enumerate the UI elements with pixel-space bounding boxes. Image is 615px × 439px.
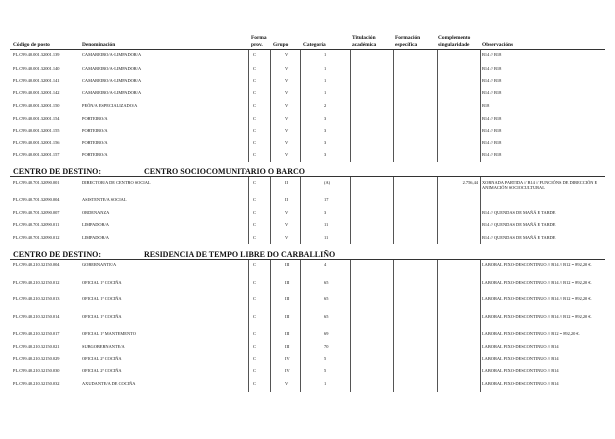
singularity-complement: 2.756,44 <box>462 180 478 185</box>
column-divider <box>270 260 271 392</box>
denomination: DIRECTOR/A DE CENTRO SOCIAL <box>82 180 151 185</box>
category: 17 <box>324 197 329 202</box>
denomination: ORDENANZA <box>82 210 110 215</box>
denomination: OFICIAL 2ª COCIÑA <box>82 368 122 373</box>
group: III <box>285 314 290 319</box>
category: 3 <box>324 210 327 215</box>
column-divider <box>300 50 301 162</box>
denomination: PORTEIRO/A <box>82 128 108 133</box>
col-academica: académica <box>352 42 377 48</box>
position-code: PL.C99.40.001.32001.157 <box>13 152 60 157</box>
provision-form: C <box>253 262 256 267</box>
denomination: CAMAREIRO/A-LIMPADOR/A <box>82 78 142 83</box>
provision-form: C <box>253 210 256 215</box>
denomination: AXUDANTE/A DE COCIÑA <box>82 381 136 386</box>
position-code: PL.C99.40.210.32150.004 <box>13 262 60 267</box>
observations: B14 // B18 <box>482 90 502 95</box>
column-divider <box>437 260 438 392</box>
column-divider <box>480 260 481 392</box>
col-singularidade: singularidade <box>438 42 470 48</box>
column-divider <box>393 50 394 162</box>
group: III <box>285 280 290 285</box>
position-code: PL.C99.40.001.32001.150 <box>13 103 60 108</box>
provision-form: C <box>253 180 256 185</box>
observations: B14 // B18 <box>482 116 502 121</box>
group: V <box>285 381 289 386</box>
denomination: OFICIAL 2ª COCIÑA <box>82 356 122 361</box>
observations: LABORAL FIXO-DESCONTINUO // B14 // B12 = 892,20 €. <box>482 262 592 267</box>
col-grupo: Grupo <box>273 42 289 48</box>
group: V <box>285 116 289 121</box>
category: 3 <box>324 140 327 145</box>
observations: B18 <box>482 103 490 108</box>
position-code: PL.C99.40.701.32090.004 <box>13 197 60 202</box>
denomination: SUBGOBERNANTE/A <box>82 344 125 349</box>
position-code: PL.C99.40.701.32090.012 <box>13 235 60 240</box>
category: 4 <box>324 262 327 267</box>
provision-form: C <box>253 356 256 361</box>
group: V <box>285 78 289 83</box>
provision-form: C <box>253 128 256 133</box>
column-divider <box>270 50 271 162</box>
group: V <box>285 210 289 215</box>
group: II <box>285 180 288 185</box>
col-codigo: Código de posto <box>13 42 50 48</box>
provision-form: C <box>253 381 256 386</box>
col-denominacion: Denominación <box>82 42 116 48</box>
denomination: GOBERNANTE/A <box>82 262 117 267</box>
position-code: PL.C99.40.210.32150.030 <box>13 368 60 373</box>
group: III <box>285 262 290 267</box>
group: III <box>285 331 290 336</box>
col-complemento: Complemento <box>438 35 471 41</box>
header-rule <box>10 49 605 50</box>
provision-form: C <box>253 197 256 202</box>
section-name: CENTRO SOCIOCOMUNITARIO O BARCO <box>144 167 305 176</box>
col-categoria: Categoría <box>303 42 326 48</box>
category: 1 <box>324 52 327 57</box>
observations: LABORAL FIXO-DESCONTINUO // B14 <box>482 356 559 361</box>
column-divider <box>248 260 249 392</box>
category: 1 <box>324 381 327 386</box>
observations: XORNADA PARTIDA // B14 // FUNCIÓNS DE DIRECCIÓN E ANIMACIÓN SOCIOCULTURAL <box>482 180 598 190</box>
category: 11 <box>324 235 329 240</box>
observations: B14 // QUENDAS DE MAÑÁ E TARDE <box>482 210 556 215</box>
observations: B14 // QUENDAS DE MAÑÁ E TARDE <box>482 235 556 240</box>
group: V <box>285 103 289 108</box>
provision-form: C <box>253 331 256 336</box>
provision-form: C <box>253 103 256 108</box>
provision-form: C <box>253 344 256 349</box>
denomination: LIMPADOR/A <box>82 222 109 227</box>
denomination: OFICIAL 1ª COCIÑA <box>82 314 122 319</box>
position-code: PL.C99.40.001.32001.140 <box>13 66 60 71</box>
section-label: CENTRO DE DESTINO: <box>13 167 102 176</box>
category: 65 <box>324 280 329 285</box>
group: V <box>285 52 289 57</box>
provision-form: C <box>253 368 256 373</box>
provision-form: C <box>253 52 256 57</box>
category: 1 <box>324 90 327 95</box>
section-rule-1 <box>10 176 605 177</box>
provision-form: C <box>253 222 256 227</box>
column-divider <box>480 50 481 162</box>
group: V <box>285 66 289 71</box>
provision-form: C <box>253 140 256 145</box>
observations: LABORAL FIXO-DESCONTINUO // B14 // B12 = 892,20 €. <box>482 280 592 285</box>
group: V <box>285 235 289 240</box>
position-code: PL.C99.40.210.32150.021 <box>13 344 60 349</box>
observations: B14 // B18 <box>482 152 502 157</box>
observations: LABORAL FIXO-DESCONTINUO // B12 = 892,20 €. <box>482 331 580 336</box>
position-code: PL.C99.40.001.32001.155 <box>13 128 60 133</box>
col-observacions: Observacións <box>482 42 514 48</box>
column-divider <box>248 50 249 162</box>
position-code: PL.C99.40.001.32001.142 <box>13 90 60 95</box>
position-code: PL.C99.40.001.32001.156 <box>13 140 60 145</box>
position-code: PL.C99.40.210.32150.029 <box>13 356 60 361</box>
position-code: PL.C99.40.210.32150.013 <box>13 296 60 301</box>
column-divider <box>300 177 301 244</box>
denomination: OFICIAL 1ª COCIÑA <box>82 296 122 301</box>
category: 65 <box>324 314 329 319</box>
category: 3 <box>324 152 327 157</box>
observations: LABORAL FIXO-DESCONTINUO // B14 <box>482 368 559 373</box>
provision-form: C <box>253 116 256 121</box>
group: II <box>285 197 288 202</box>
observations: B14 // B18 <box>482 128 502 133</box>
observations: LABORAL FIXO-DESCONTINUO // B14 // B12 = 892,20 €. <box>482 314 592 319</box>
category: 65 <box>324 296 329 301</box>
category: 3 <box>324 116 327 121</box>
denomination: CAMAREIRO/A-LIMPADOR/A <box>82 52 142 57</box>
denomination: ASISTENTE/A SOCIAL <box>82 197 127 202</box>
denomination: PORTEIRO/A <box>82 140 108 145</box>
provision-form: C <box>253 78 256 83</box>
category: 5 <box>324 368 327 373</box>
group: IV <box>285 368 290 373</box>
provision-form: C <box>253 235 256 240</box>
group: IV <box>285 356 290 361</box>
denomination: LIMPADOR/A <box>82 235 109 240</box>
section-name: RESIDENCIA DE TEMPO LIBRE DO CARBALLIÑO <box>144 250 336 259</box>
group: III <box>285 296 290 301</box>
column-divider <box>350 260 351 392</box>
col-especifica: específica <box>395 42 418 48</box>
section-rule-2 <box>10 259 605 260</box>
column-divider <box>393 260 394 392</box>
column-divider <box>248 177 249 244</box>
position-code: PL.C99.40.210.32150.012 <box>13 280 60 285</box>
category: 69 <box>324 331 329 336</box>
denomination: PORTEIRO/A <box>82 116 108 121</box>
observations: B14 // B18 <box>482 140 502 145</box>
provision-form: C <box>253 152 256 157</box>
observations: B14 // QUENDAS DE MAÑÁ E TARDE <box>482 222 556 227</box>
column-divider <box>480 177 481 244</box>
group: III <box>285 344 290 349</box>
group: V <box>285 90 289 95</box>
observations: LABORAL FIXO-DESCONTINUO // B14 <box>482 381 559 386</box>
denomination: CAMAREIRO/A-LIMPADOR/A <box>82 66 142 71</box>
observations: LABORAL FIXO-DESCONTINUO // B14 // B12 = 892,20 €. <box>482 296 592 301</box>
column-divider <box>350 50 351 162</box>
col-forma: Forma <box>251 35 267 41</box>
category: (A) <box>324 180 331 185</box>
group: V <box>285 140 289 145</box>
category: 2 <box>324 103 327 108</box>
group: V <box>285 222 289 227</box>
denomination: OFICIAL 1ª COCIÑA <box>82 280 122 285</box>
position-code: PL.C99.40.210.32150.032 <box>13 381 60 386</box>
col-formacion: Formación <box>395 35 421 41</box>
category: 3 <box>324 128 327 133</box>
column-divider <box>437 177 438 244</box>
section-label: CENTRO DE DESTINO: <box>13 250 102 259</box>
position-code: PL.C99.40.001.32001.154 <box>13 116 60 121</box>
column-divider <box>300 260 301 392</box>
col-prov: prov. <box>251 42 263 48</box>
category: 11 <box>324 222 329 227</box>
provision-form: C <box>253 66 256 71</box>
column-divider <box>393 177 394 244</box>
category: 1 <box>324 78 327 83</box>
observations: B14 // B18 <box>482 66 502 71</box>
position-code: PL.C99.40.701.32090.011 <box>13 222 60 227</box>
denomination: PORTEIRO/A <box>82 152 108 157</box>
position-code: PL.C99.40.001.32001.139 <box>13 52 60 57</box>
position-code: PL.C99.40.701.32090.007 <box>13 210 60 215</box>
category: 5 <box>324 356 327 361</box>
observations: B14 // B18 <box>482 78 502 83</box>
observations: B14 // B18 <box>482 52 502 57</box>
category: 1 <box>324 66 327 71</box>
column-divider <box>437 50 438 162</box>
provision-form: C <box>253 296 256 301</box>
provision-form: C <box>253 314 256 319</box>
denomination: OFICIAL 1ª MANTEMENTO <box>82 331 136 336</box>
group: V <box>285 128 289 133</box>
denomination: PEÓN/A ESPECIALIZADO/A <box>82 103 138 108</box>
col-titulacion: Titulación <box>352 35 376 41</box>
position-code: PL.C99.40.210.32150.017 <box>13 331 60 336</box>
position-code: PL.C99.40.701.32090.001 <box>13 180 60 185</box>
observations: LABORAL FIXO-DESCONTINUO // B14 <box>482 344 559 349</box>
denomination: CAMAREIRO/A-LIMPADOR/A <box>82 90 142 95</box>
position-code: PL.C99.40.001.32001.141 <box>13 78 60 83</box>
category: 70 <box>324 344 329 349</box>
group: V <box>285 152 289 157</box>
provision-form: C <box>253 90 256 95</box>
position-code: PL.C99.40.210.32150.014 <box>13 314 60 319</box>
column-divider <box>270 177 271 244</box>
column-divider <box>350 177 351 244</box>
provision-form: C <box>253 280 256 285</box>
